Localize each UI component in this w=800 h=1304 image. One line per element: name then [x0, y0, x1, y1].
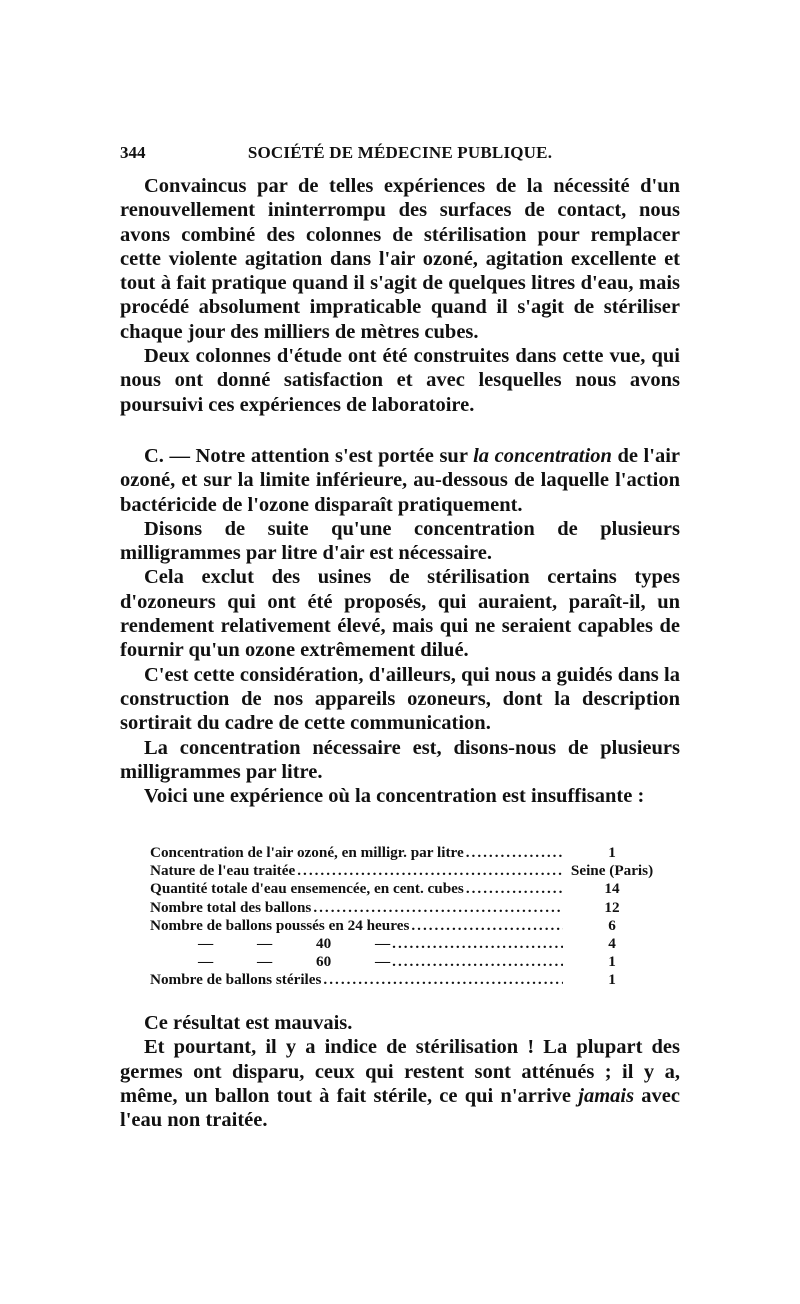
table-row	[150, 862, 655, 880]
section-letter: C.	[144, 445, 164, 467]
section-c-paragraph	[120, 444, 680, 517]
page-header	[120, 143, 680, 169]
paragraph-with-emphasis	[120, 1035, 680, 1132]
paragraph: Ce résultat est mauvais.	[144, 1012, 353, 1034]
dot-leader	[466, 880, 563, 898]
row-value: 1	[608, 971, 616, 989]
emphasis-text: jamais	[578, 1084, 635, 1107]
table-row	[150, 844, 655, 862]
row-value: Seine (Paris)	[570, 862, 654, 880]
paragraph: Convaincus par de telles expériences de la nécessité d'un renouvellement ininterrompu des surfaces de contact, nous avons combiné des colonnes de stérilisation pour remplacer cette violente agitation dans l'air ozoné, agitation excellente et tout à fait pratique quand il s'agit de quelques litres d'eau, mais procédé absolument impraticable quand il s'agit de stériliser chaque jour des milliers de mètres cubes.	[120, 175, 680, 343]
row-label: Quantité totale d'eau ensemencée, en cent. cubes	[150, 880, 464, 898]
dot-leader	[392, 935, 563, 953]
row-label: Nature de l'eau traitée	[150, 862, 296, 880]
text-block-3	[120, 1011, 680, 1132]
experiment-table	[150, 844, 655, 990]
emphasis-text: la concentration	[473, 445, 612, 467]
table-row	[150, 899, 655, 917]
paragraph-rest: avec l'eau non traitée.	[120, 1084, 680, 1132]
table-row	[150, 953, 655, 971]
paragraph-rest: de l'air ozoné, et sur la limite inférieure, au-dessous de laquelle l'action bactéricide de l'ozone disparaît pratiquement.	[120, 445, 680, 516]
row-label: — — 60 —	[198, 953, 391, 971]
row-label: Concentration de l'air ozoné, en milligr. par litre	[150, 844, 464, 861]
row-label: Nombre total des ballons	[150, 898, 312, 916]
paragraph: Cela exclut des usines de stérilisation certains types d'ozoneurs qui ont été proposés, qui auraient, paraît-il, un rendement relativement élevé, mais qui ne seraient capables de fournir qu'un ozone extrêmement dilué.	[120, 566, 680, 662]
text-block-1	[120, 174, 680, 417]
row-value: 1	[608, 844, 616, 861]
paragraph: Disons de suite qu'une concentration de plusieurs milligrammes par litre d'air est nécessaire.	[120, 517, 680, 565]
page-number: 344	[120, 143, 146, 162]
row-label: — — 40 —	[198, 934, 391, 952]
dot-leader	[297, 862, 563, 880]
table-row	[150, 880, 655, 898]
dot-leader	[411, 917, 563, 935]
row-value: 12	[604, 898, 620, 916]
paragraph: Deux colonnes d'étude ont été construites dans cette vue, qui nous ont donné satisfaction et avec lesquelles nous avons poursuivi ces expériences de laboratoire.	[120, 345, 680, 416]
table-row	[150, 935, 655, 953]
paragraph: La concentration nécessaire est, disons-nous de plusieurs milligrammes par litre.	[120, 736, 680, 783]
paragraph: Voici une expérience où la concentration est insuffisante :	[144, 785, 645, 808]
table-row	[150, 917, 655, 935]
dot-leader	[323, 971, 563, 989]
dot-leader	[466, 844, 563, 862]
paragraph: C'est cette considération, d'ailleurs, qui nous a guidés dans la construction de nos appareils ozoneurs, dont la description sortirait du cadre de cette communication.	[120, 663, 680, 735]
dot-leader	[392, 953, 563, 971]
running-title: SOCIÉTÉ DE MÉDECINE PUBLIQUE.	[247, 143, 553, 162]
paragraph-lead: Et pourtant, il y a indice de stérilisation ! La plupart des germes ont disparu, ceux qui restent sont atténués ; il y a, même, un ballon tout à fait stérile, ce qui n'arrive	[120, 1036, 680, 1107]
row-value: 14	[604, 880, 620, 898]
row-value: 4	[608, 934, 616, 952]
row-value: 6	[608, 916, 616, 934]
table-row	[150, 971, 655, 989]
row-label: Nombre de ballons poussés en 24 heures	[150, 916, 410, 934]
row-label: Nombre de ballons stériles	[150, 971, 322, 989]
text-block-2	[120, 444, 680, 808]
row-value: 1	[608, 953, 616, 971]
dot-leader	[313, 899, 563, 917]
paragraph-lead: — Notre attention s'est portée sur	[163, 445, 474, 467]
